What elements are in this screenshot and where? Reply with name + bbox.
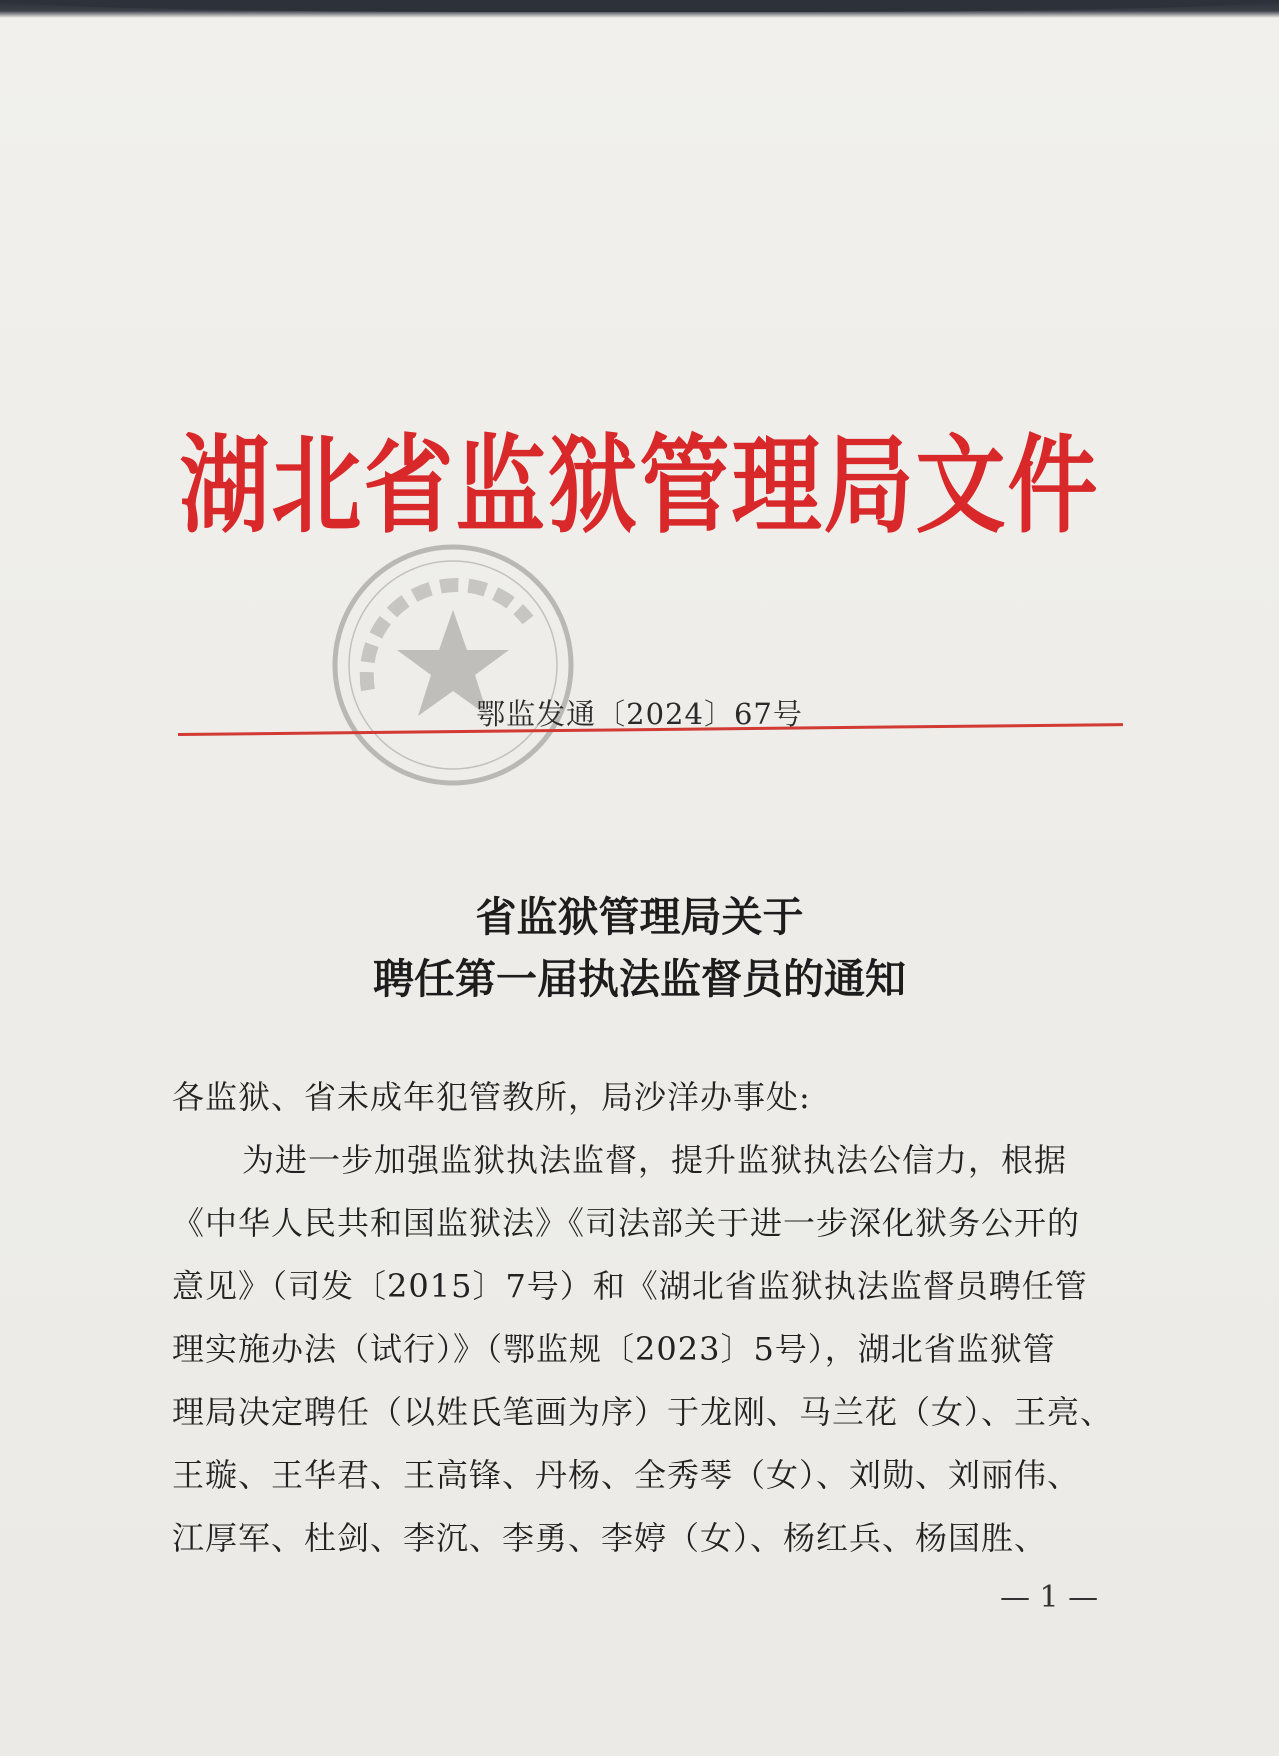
salutation: 各监狱、省未成年犯管教所，局沙洋办事处: — [172, 1078, 811, 1116]
body-line: 意见》（司发〔2015〕7号）和《湖北省监狱执法监督员聘任管 — [172, 1267, 1088, 1305]
page-number: — 1 — — [1000, 1580, 1099, 1615]
body-line: 《中华人民共和国监狱法》《司法部关于进一步深化狱务公开的 — [172, 1204, 1081, 1242]
notice-title-line1: 省监狱管理局关于 — [475, 893, 804, 941]
body-line: 理局决定聘任（以姓氏笔画为序）于龙刚、马兰花（女）、王亮、 — [172, 1393, 1114, 1431]
body-line: 王璇、王华君、王高锋、丹杨、全秀琴（女）、刘勋、刘丽伟、 — [172, 1456, 1081, 1494]
document-number: 鄂监发通〔2024〕67号 — [476, 697, 803, 731]
body-line: 为进一步加强监狱执法监督，提升监狱执法公信力，根据 — [242, 1141, 1068, 1179]
background-edge — [0, 0, 1279, 18]
body-line: 江厚军、杜剑、李沉、李勇、李婷（女）、杨红兵、杨国胜、 — [172, 1519, 1048, 1557]
masthead-title: 湖北省监狱管理局文件 — [179, 424, 1100, 549]
official-seal — [328, 540, 578, 790]
notice-title-line2: 聘任第一届执法监督员的通知 — [373, 955, 906, 1003]
body-line: 理实施办法（试行）》（鄂监规〔2023〕5号），湖北省监狱管 — [172, 1330, 1056, 1368]
